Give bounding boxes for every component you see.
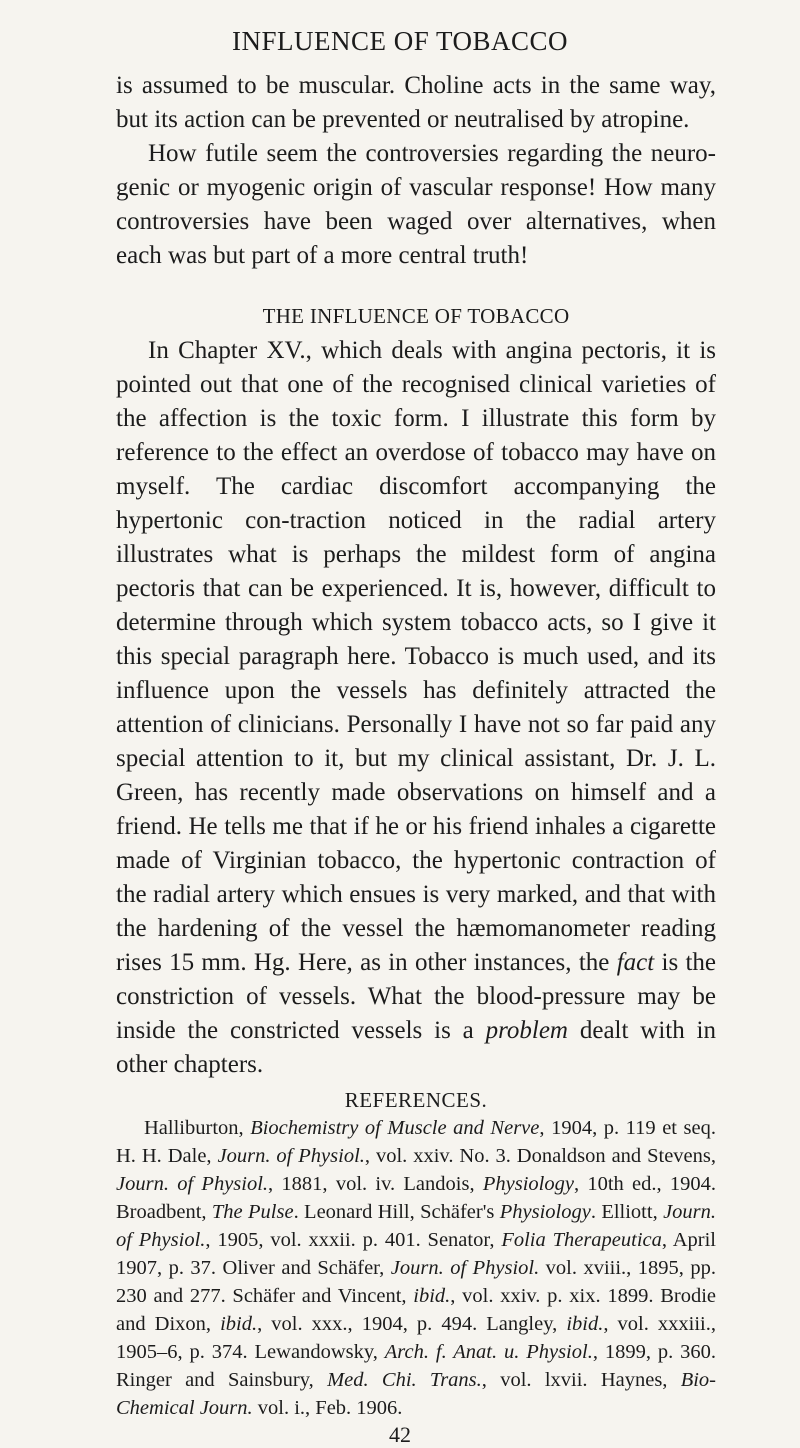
reference-title: Physiology xyxy=(482,1173,574,1195)
reference-text: , 10th ed., 1904. Broadbent, xyxy=(116,1173,717,1223)
running-head: INFLUENCE OF TOBACCO xyxy=(231,26,569,56)
section-heading: THE INFLUENCE OF TOBACCO xyxy=(262,304,570,328)
reference-text: , vol. lxvii. Haynes, xyxy=(481,1369,681,1391)
reference-text: , 1905, vol. xxxii. p. 401. Senator, xyxy=(205,1229,502,1251)
reference-text: , 1881, vol. iv. Landois, xyxy=(268,1173,483,1195)
reference-title: Arch. f. Anat. u. Physiol. xyxy=(384,1341,593,1363)
paragraph-choline: is assumed to be muscular. Choline acts in the same way, but its action can be prevented or neutralised by atropine. xyxy=(116,72,716,133)
paragraph-tobacco-text-b: is the constriction of vessels. What the blood-pressure may be inside the constricted vessels is a xyxy=(116,949,717,1044)
reference-text: , 1904, p. 119 et seq. H. H. Dale, xyxy=(116,1117,716,1167)
reference-title: Physiology xyxy=(499,1201,591,1223)
reference-text: , April 1907, p. 37. Oliver and Schäfer, xyxy=(116,1229,716,1279)
reference-text: , 1899, p. 360. Ringer and Sainsbury, xyxy=(116,1341,717,1391)
reference-title: ibid. xyxy=(220,1313,258,1335)
references-list xyxy=(116,1114,716,1422)
emphasis-fact: fact xyxy=(616,949,655,976)
reference-text: . Elliott, xyxy=(590,1201,664,1223)
paragraph-tobacco-text-c: dealt with in other chapters. xyxy=(116,1017,716,1078)
paragraph-tobacco xyxy=(116,334,716,1082)
reference-title: Journ. of Physiol. xyxy=(390,1257,540,1279)
reference-text: vol. i., Feb. 1906. xyxy=(252,1397,403,1419)
reference-title: Bio-Chemical Journ. xyxy=(116,1369,717,1419)
reference-title: The Pulse xyxy=(211,1201,294,1223)
page-number: 42 xyxy=(389,1422,411,1447)
reference-title: Med. Chi. Trans. xyxy=(327,1369,482,1391)
reference-text: , vol. xxx., 1904, p. 494. Langley, xyxy=(257,1313,567,1335)
reference-text: . Leonard Hill, Schäfer's xyxy=(293,1201,500,1223)
reference-title: Biochemistry of Muscle and Nerve xyxy=(250,1117,540,1139)
paragraph-tobacco-text-a: In Chapter XV., which deals with angina pectoris, it is pointed out that one of the recognised clinical varieties of the affection is the toxic form. I illustrate this form by reference to the effect an overdose of tobacco may have on myself. The cardiac discomfort accompanying the hypertonic con-traction noticed in the radial artery illustrates what is perhaps the mildest form of angina pectoris that can be experienced. It is, however, difficult to determine through which system tobacco acts, so I give it this special paragraph here. Tobacco is much used, and its influence upon the vessels has definitely attracted the attention of clinicians. Personally I have not so far paid any special attention to it, but my clinical assistant, Dr. J. L. Green, has recently made observations on himself and a friend. He tells me that if he or his friend inhales a cigarette made of Virginian tobacco, the hypertonic contraction of the radial artery which ensues is very marked, and that with the hardening of the vessel the hæmomanometer reading rises 15 mm. Hg. Here, as in other instances, the xyxy=(116,337,716,976)
reference-title: Journ. of Physiol. xyxy=(116,1201,717,1251)
reference-title: Journ. of Physiol. xyxy=(217,1145,365,1167)
reference-text: , vol. xxxiii., 1905–6, p. 374. Lewandowsky, xyxy=(116,1313,716,1363)
references-heading: REFERENCES. xyxy=(344,1088,488,1112)
reference-title: Folia Therapeutica xyxy=(501,1229,662,1251)
reference-text: Halliburton, xyxy=(144,1117,251,1139)
reference-title: ibid. xyxy=(566,1313,604,1335)
reference-title: Journ. of Physiol. xyxy=(116,1173,269,1195)
emphasis-problem: problem xyxy=(485,1017,568,1044)
reference-title: ibid. xyxy=(413,1285,451,1307)
reference-text: , vol. xxiv. p. xix. 1899. Brodie and Dixon, xyxy=(116,1285,716,1335)
reference-text: , vol. xxiv. No. 3. Donaldson and Stevens, xyxy=(364,1145,717,1167)
reference-text: vol. xviii., 1895, pp. 230 and 277. Schäfer and Vincent, xyxy=(116,1257,716,1307)
paragraph-controversies: How futile seem the controversies regarding the neuro-genic or myogenic origin of vascular response! How many controversies have been waged over alternatives, when each was but part of a more central truth! xyxy=(116,140,716,269)
